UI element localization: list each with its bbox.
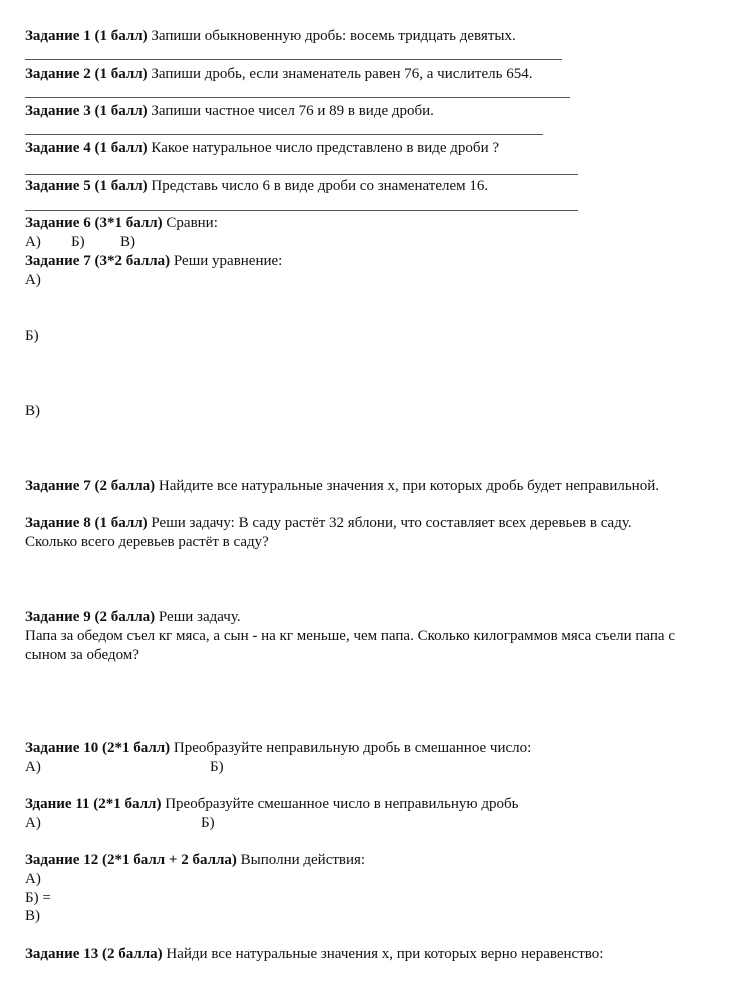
task-4 (25, 139, 499, 157)
task-2 (25, 65, 532, 83)
task-12-option-a: А) (25, 871, 41, 887)
task-12-heading: Задание 12 (2*1 балл + 2 балла) (25, 852, 237, 868)
task-6-option-a: А) (25, 234, 41, 250)
task-10-heading: Задание 10 (2*1 балл) (25, 740, 171, 756)
task-1 (25, 27, 516, 45)
task-3 (25, 102, 434, 120)
task-8-line-2: Сколько всего деревьев растёт в саду? (25, 534, 269, 550)
task-7-heading: Задание 7 (3*2 балла) (25, 253, 171, 269)
task-8-heading: Задание 8 (1 балл) (25, 515, 148, 531)
task-12-option-c: В) (25, 908, 40, 924)
task-3-text: Запиши частное чисел 76 и 89 в виде дроби. (147, 103, 434, 119)
task-12 (25, 851, 365, 869)
task-10-option-a: А) (25, 759, 41, 775)
task-13 (25, 945, 603, 963)
task-9-line-2: Папа за обедом съел кг мяса, а сын - на кг меньше, чем папа. Сколько килограммов мяса съели папа с (25, 628, 675, 644)
task-4-heading: Задание 4 (1 балл) (25, 140, 148, 156)
task-2-text: Запиши дробь, если знаменатель равен 76, а числитель 654. (147, 66, 533, 82)
task-5 (25, 177, 488, 195)
task-11-text: Преобразуйте смешанное число в неправильную дробь (161, 796, 519, 812)
task-10-option-b: Б) (210, 759, 224, 775)
task-11-option-a: А) (25, 815, 41, 831)
task-10-text: Преобразуйте неправильную дробь в смешанное число: (170, 740, 532, 756)
task-9-line-3: сыном за обедом? (25, 647, 139, 663)
task-8-text: Реши задачу: В саду растёт 32 яблони, что составляет всех деревьев в саду. (147, 515, 632, 531)
task-5-text: Представь число 6 в виде дроби со знаменателем 16. (147, 178, 489, 194)
task-13-heading: Задание 13 (2 балла) (25, 946, 163, 962)
task-6-heading: Задание 6 (3*1 балл) (25, 215, 163, 231)
answer-line-1 (25, 59, 562, 60)
task-7-option-c: В) (25, 403, 40, 419)
task-11-option-b: Б) (201, 815, 215, 831)
task-6-text: Сравни: (162, 215, 218, 231)
answer-line-2 (25, 97, 570, 98)
task-3-heading: Задание 3 (1 балл) (25, 103, 148, 119)
task-7-option-b: Б) (25, 328, 39, 344)
task-6-option-c: В) (120, 234, 135, 250)
task-6-option-b: Б) (71, 234, 85, 250)
task-7-text: Реши уравнение: (170, 253, 283, 269)
task-7 (25, 252, 282, 270)
task-9-heading: Задание 9 (2 балла) (25, 609, 156, 625)
task-11-heading: Здание 11 (2*1 балл) (25, 796, 162, 812)
answer-line-3 (25, 134, 543, 135)
task-8 (25, 514, 632, 532)
task-1-text: Запиши обыкновенную дробь: восемь тридцать девятых. (147, 28, 516, 44)
task-11 (25, 795, 518, 813)
task-12-text: Выполни действия: (236, 852, 366, 868)
task-2-heading: Задание 2 (1 балл) (25, 66, 148, 82)
task-7-option-a: А) (25, 272, 41, 288)
task-12-option-b: Б) = (25, 890, 51, 906)
task-10 (25, 739, 531, 757)
task-4-text: Какое натуральное число представлено в виде дроби ? (147, 140, 499, 156)
answer-line-4 (25, 174, 578, 175)
task-1-heading: Задание 1 (1 балл) (25, 28, 148, 44)
task-7b (25, 477, 659, 495)
task-6 (25, 214, 218, 232)
task-9-text: Реши задачу. (155, 609, 241, 625)
task-5-heading: Задание 5 (1 балл) (25, 178, 148, 194)
task-13-text: Найди все натуральные значения x, при которых верно неравенство: (162, 946, 604, 962)
task-7b-text: Найдите все натуральные значения x, при которых дробь будет неправильной. (155, 478, 659, 494)
answer-line-5 (25, 210, 578, 211)
task-9 (25, 608, 241, 626)
task-7b-heading: Задание 7 (2 балла) (25, 478, 156, 494)
